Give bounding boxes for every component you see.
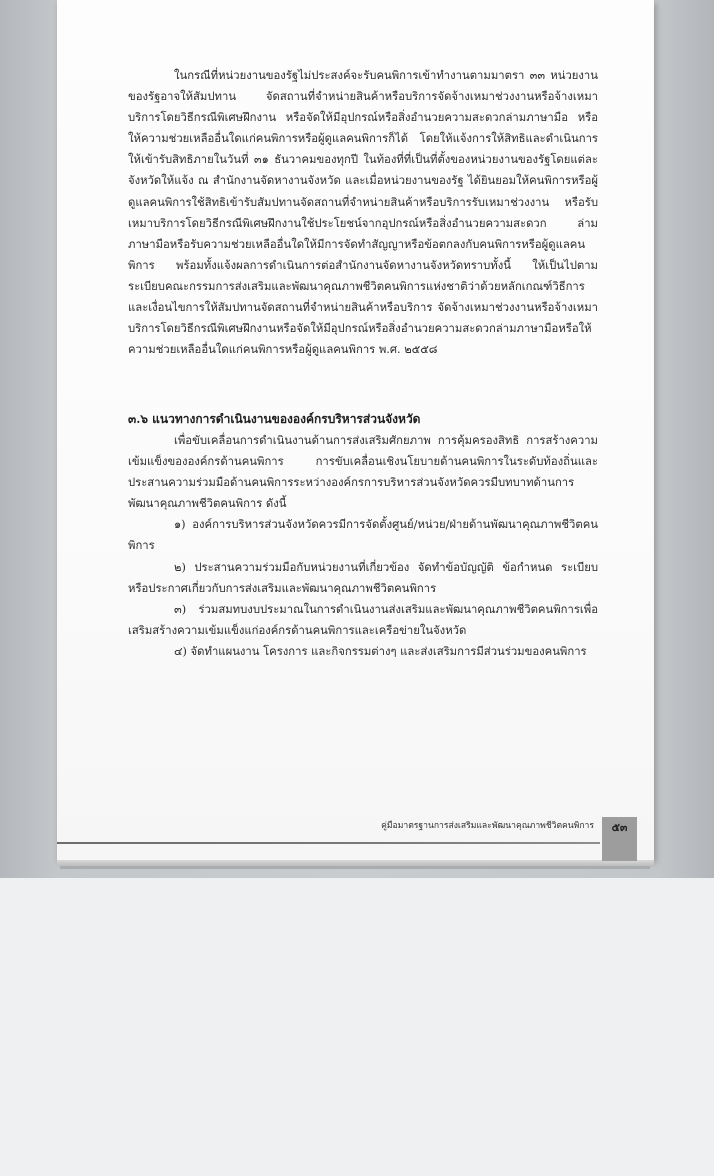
paragraph-2: เพื่อขับเคลื่อนการดำเนินงานด้านการส่งเสริมศักยภาพ การคุ้มครองสิทธิ การสร้างความเข้มแข็งขององค์กรด้านคนพิการ การขับเคลื่อนเชิงนโยบายด้านคนพิการในระดับท้องถิ่นและประสานความร่วมมือด้านคนพิการระหว่างองค์กรการบริหารส่วนจังหวัดควรมีบทบาทด้านการพัฒนาคุณภาพชีวิตคนพิการ ดังนี้ <box>128 434 598 511</box>
page-edge-shadow <box>60 866 650 869</box>
paragraph-1: ในกรณีที่หน่วยงานของรัฐไม่ประสงค์จะรับคนพิการเข้าทำงานตามมาตรา ๓๓ หน่วยงานของรัฐอาจให้สัมปทาน จัดสถานที่จำหน่ายสินค้าหรือบริการจัดจ้างเหมาช่วงงานหรือจ้างเหมาบริการโดยวิธีกรณีพิเศษฝึกงาน หรือจัดให้มีอุปกรณ์หรือสิ่งอำนวยความสะดวกล่ามภาษามือ หรือให้ความช่วยเหลืออื่นใดแก่คนพิการหรือผู้ดูแลคนพิการก็ได้ โดยให้แจ้งการให้สิทธิและดำเนินการให้เข้ารับสิทธิภายในวันที่ ๓๑ ธันวาคมของทุกปี ในท้องที่ที่เป็นที่ตั้งของหน่วยงานของรัฐโดยแต่ละจังหวัดให้แจ้ง ณ สำนักงานจัดหางานจังหวัด และเมื่อหน่วยงานของรัฐ ได้ยินยอมให้คนพิการหรือผู้ดูแลคนพิการใช้สิทธิเข้ารับสัมปทานจัดสถานที่จำหน่ายสินค้าหรือบริการรับเหมาช่วงงาน หรือรับเหมาบริการโดยวิธีกรณีพิเศษฝึกงานใช้ประโยชน์จากอุปกรณ์หรือสิ่งอำนวยความสะดวก ล่ามภาษามือหรือรับความช่วยเหลืออื่นใดให้มีการจัดทำสัญญาหรือข้อตกลงกับคนพิการหรือผู้ดูแลคนพิการ พร้อมทั้งแจ้งผลการดำเนินการต่อสำนักงานจัดหางานจังหวัดทราบทั้งนี้ ให้เป็นไปตามระเบียบคณะกรรมการส่งเสริมและพัฒนาคุณภาพชีวิตคนพิการแห่งชาติว่าด้วยหลักเกณฑ์วิธีการและเงื่อนไขการให้สัมปทานจัดสถานที่จำหน่ายสินค้าหรือบริการ จัดจ้างเหมาช่วงงานหรือจ้างเหมาบริการโดยวิธีกรณีพิเศษฝึกงานหรือจัดให้มีอุปกรณ์หรือสิ่งอำนวยความสะดวกล่ามภาษามือหรือให้ความช่วยเหลืออื่นใดแก่คนพิการหรือผู้ดูแลคนพิการ พ.ศ. ๒๕๕๘ <box>128 69 598 357</box>
list-item-2: ๒) ประสานความร่วมมือกับหน่วยงานที่เกี่ยวข้อง จัดทำข้อบัญญัติ ข้อกำหนด ระเบียบหรือประกาศเกี่ยวกับการส่งเสริมและพัฒนาคุณภาพชีวิตคนพิการ <box>128 560 598 595</box>
body-text-section-1 <box>128 65 598 360</box>
section-heading: ๓.๖ แนวทางการดำเนินงานขององค์กรบริหารส่วนจังหวัด <box>128 412 421 426</box>
list-item-1: ๑) องค์การบริหารส่วนจังหวัดควรมีการจัดตั้งศูนย์/หน่วย/ฝ่ายด้านพัฒนาคุณภาพชีวิตคนพิการ <box>128 518 598 553</box>
footer-rule <box>57 842 600 844</box>
footer-title: คู่มือมาตรฐานการส่งเสริมและพัฒนาคุณภาพชีวิตคนพิการ <box>381 821 594 831</box>
list-item-4: ๔) จัดทำแผนงาน โครงการ และกิจกรรมต่างๆ และส่งเสริมการมีส่วนร่วมของคนพิการ <box>174 644 587 658</box>
list-item-3: ๓) ร่วมสมทบงบประมาณในการดำเนินงานส่งเสริมและพัฒนาคุณภาพชีวิตคนพิการเพื่อเสริมสร้างความเข้มแข็งแก่องค์กรด้านคนพิการและเครือข่ายในจังหวัด <box>128 602 598 637</box>
body-text-section-2 <box>128 430 598 662</box>
page-number: ๕๓ <box>602 817 637 861</box>
